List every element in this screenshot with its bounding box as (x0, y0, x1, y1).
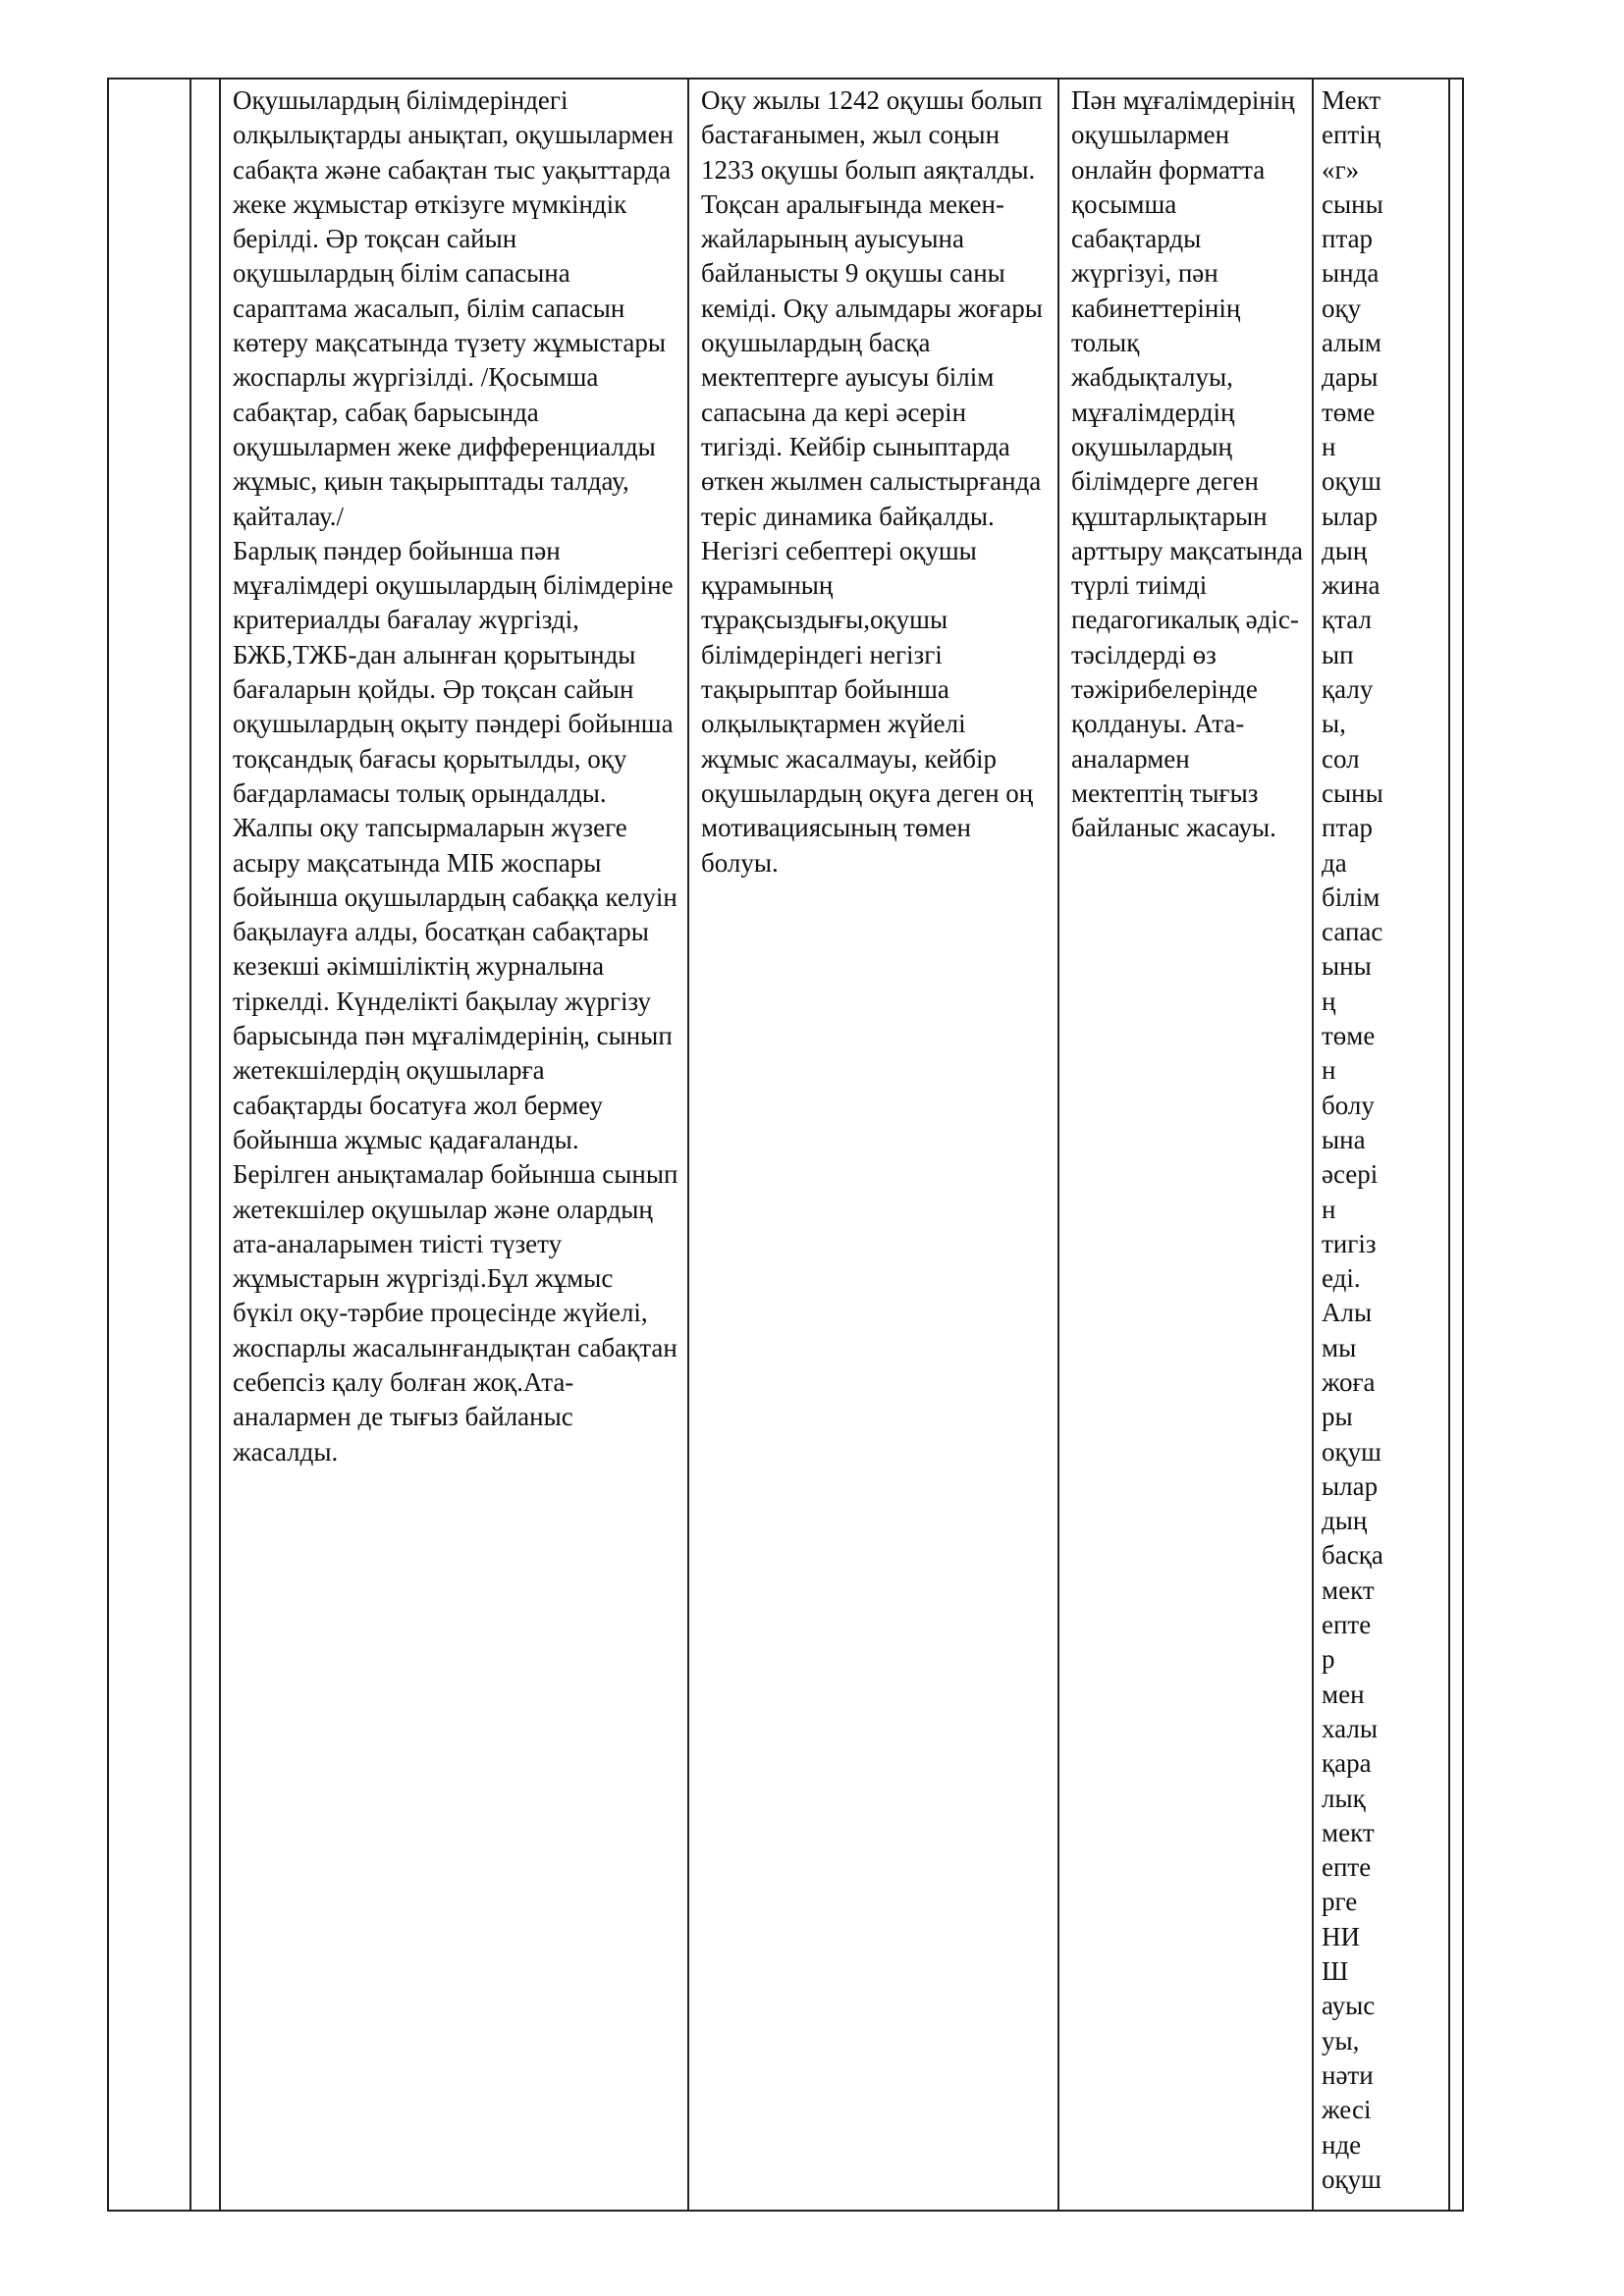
conclusion-line: Алы (1322, 1298, 1373, 1328)
measures-cell (220, 79, 688, 2211)
conclusion-line: әсері (1322, 1159, 1379, 1190)
conclusion-line: оқуш (1322, 2163, 1381, 2194)
conclusion-line: епте (1322, 1610, 1372, 1640)
conclusion-line: білім (1322, 881, 1380, 912)
conclusion-line: төме (1322, 397, 1376, 427)
conclusion-line: ы, (1322, 709, 1346, 739)
conclusion-line: ылар (1322, 501, 1379, 531)
conclusion-line: жина (1322, 570, 1380, 601)
conclusion-line: басқа (1322, 1540, 1383, 1571)
conclusion-line: болу (1322, 1090, 1375, 1120)
conclusion-cell (1313, 79, 1449, 2211)
conclusion-line: ауыс (1322, 1991, 1376, 2021)
measures-paragraph-3: Жалпы оқу тапсырмаларын жүзеге асыру мақсатында МІБ жоспары бойынша оқушылардың сабаққа келуін бақылауға алды, босатқан сабақтары кезекші әкімшіліктің журналына тіркелді. Күнделікті бақылау жүргізу барысында пән мұғалімдерінің, сынып жетекшілердің оқушыларға сабақтарды босатуға жол бермеу бойынша жұмыс қадағаланды. Берілген анықтамалар бойынша сынып жетекшілер оқушылар және олардың ата-аналарымен тиісті түзету жұмыстарын жүргізді.Бұл жұмыс бүкіл оқу-тәрбие процесінде жүйелі, жоспарлы жасалынғандықтан сабақтан себепсіз қалу болған жоқ.Ата-аналармен де тығыз байланыс жасалды. (233, 813, 678, 1467)
conclusion-line: мект (1322, 1817, 1375, 1847)
measures-paragraph-2: Барлық пәндер бойынша пән мұғалімдері оқушылардың білімдеріне критериалды бағалау жүргізді, БЖБ,ТЖБ-дан алынған қорытынды бағаларын қойды. Әр тоқсан сайын оқушылардың оқыту пәндері бойынша тоқсандық бағасы қорытылды, оқу бағдарламасы толық орындалды. (233, 535, 674, 808)
conclusion-line: оқуш (1322, 466, 1381, 497)
conclusion-line: ры (1322, 1402, 1353, 1432)
conclusion-line: ң (1322, 986, 1336, 1016)
conclusion-line: қтал (1322, 605, 1372, 635)
conclusion-line: ып (1322, 639, 1354, 669)
analysis-cell (688, 79, 1058, 2211)
edge-cell (1449, 79, 1463, 2211)
conclusion-line: лық (1322, 1783, 1366, 1813)
conclusion-line: ептің (1322, 120, 1381, 150)
conclusion-line: н (1322, 431, 1336, 461)
conclusion-line: рге (1322, 1887, 1358, 1917)
conclusion-line: мы (1322, 1332, 1357, 1362)
narrow-cell (190, 79, 220, 2211)
conclusion-line: да (1322, 847, 1347, 878)
conclusion-line: сол (1322, 743, 1360, 774)
conclusion-line: нәти (1322, 2059, 1374, 2090)
conclusion-line: жесі (1322, 2095, 1372, 2125)
recommendation-paragraph: Пән мұғалімдерінің оқушылармен онлайн форматта қосымша сабақтарды жүргізуі, пән кабинеттерінің толық жабдықталуы, мұғалімдердің оқушылардың білімдерге деген құштарлықтарын арттыру мақсатында түрлі тиімді педагогикалық әдіс-тәсілдерді өз тәжірибелерінде қолдануы. Ата-аналармен мектептің тығыз байланыс жасауы. (1071, 85, 1303, 843)
conclusion-line: уы, (1322, 2025, 1360, 2056)
conclusion-line: ылар (1322, 1470, 1379, 1501)
conclusion-line: алым (1322, 328, 1381, 358)
report-table (107, 78, 1464, 2212)
conclusion-line: сыны (1322, 188, 1383, 219)
conclusion-line: дың (1322, 535, 1368, 565)
conclusion-line: ында (1322, 258, 1380, 289)
table-row (108, 79, 1463, 2211)
conclusion-line: птар (1322, 813, 1374, 843)
conclusion-line: қара (1322, 1748, 1372, 1779)
conclusion-line: оқу (1322, 293, 1362, 323)
number-cell (108, 79, 190, 2211)
conclusion-line: Ш (1322, 1956, 1349, 1987)
conclusion-line: н (1322, 1194, 1336, 1224)
conclusion-line: епте (1322, 1852, 1372, 1883)
conclusion-line: «г» (1322, 154, 1360, 185)
analysis-paragraph: Оқу жылы 1242 оқушы болып бастағанымен, жыл соңын 1233 оқушы болып аяқталды. Тоқсан аралығында мекен-жайларының ауысуына байланысты 9 оқушы саны кеміді. Оқу алымдары жоғары оқушылардың басқа мектептерге ауысуы білім сапасына да кері әсерін тигізді. Кейбір сыныптарда өткен жылмен салыстырғанда теріс динамика байқалды. Негізгі себептері оқушы құрамының тұрақсыздығы,оқушы білімдеріндегі негізгі тақырыптар бойынша олқылықтармен жүйелі жұмыс жасалмауы, кейбір оқушылардың оқуға деген оң мотивациясының төмен болуы. (701, 85, 1043, 878)
measures-paragraph-1: Оқушылардың білімдеріндегі олқылықтарды анықтап, оқушылармен сабақта және сабақтан тыс уақыттарда жеке жұмыстар өткізуге мүмкіндік берілді. Әр тоқсан сайын оқушылардың білім сапасына сараптама жасалып, білім сапасын көтеру мақсатында түзету жұмыстары жоспарлы жүргізілді. /Қосымша сабақтар, сабақ барысында оқушылармен жеке дифференциалды жұмыс, қиын тақырыптады талдау, қайталау./ (233, 85, 675, 531)
conclusion-line: ыны (1322, 951, 1372, 982)
conclusion-line: халы (1322, 1713, 1378, 1743)
conclusion-line: сыны (1322, 777, 1383, 808)
conclusion-line: н (1322, 1055, 1336, 1086)
recommendation-cell (1058, 79, 1313, 2211)
conclusion-line: жоға (1322, 1366, 1376, 1397)
conclusion-line: сапас (1322, 917, 1383, 947)
conclusion-line: дары (1322, 362, 1379, 393)
conclusion-line: тигіз (1322, 1228, 1377, 1258)
conclusion-line: Мект (1322, 85, 1381, 115)
conclusion-line: мен (1322, 1679, 1365, 1709)
conclusion-line: нде (1322, 2129, 1362, 2160)
conclusion-line: р (1322, 1644, 1335, 1675)
conclusion-line: ына (1322, 1124, 1366, 1154)
conclusion-line: қалу (1322, 674, 1374, 705)
conclusion-line: төме (1322, 1021, 1376, 1051)
conclusion-text (1322, 83, 1446, 2197)
conclusion-line: еді. (1322, 1263, 1361, 1294)
conclusion-line: оқуш (1322, 1436, 1381, 1467)
conclusion-line: НИ (1322, 1921, 1360, 1951)
conclusion-line: мект (1322, 1575, 1375, 1605)
conclusion-line: дың (1322, 1506, 1368, 1536)
conclusion-line: птар (1322, 224, 1374, 254)
